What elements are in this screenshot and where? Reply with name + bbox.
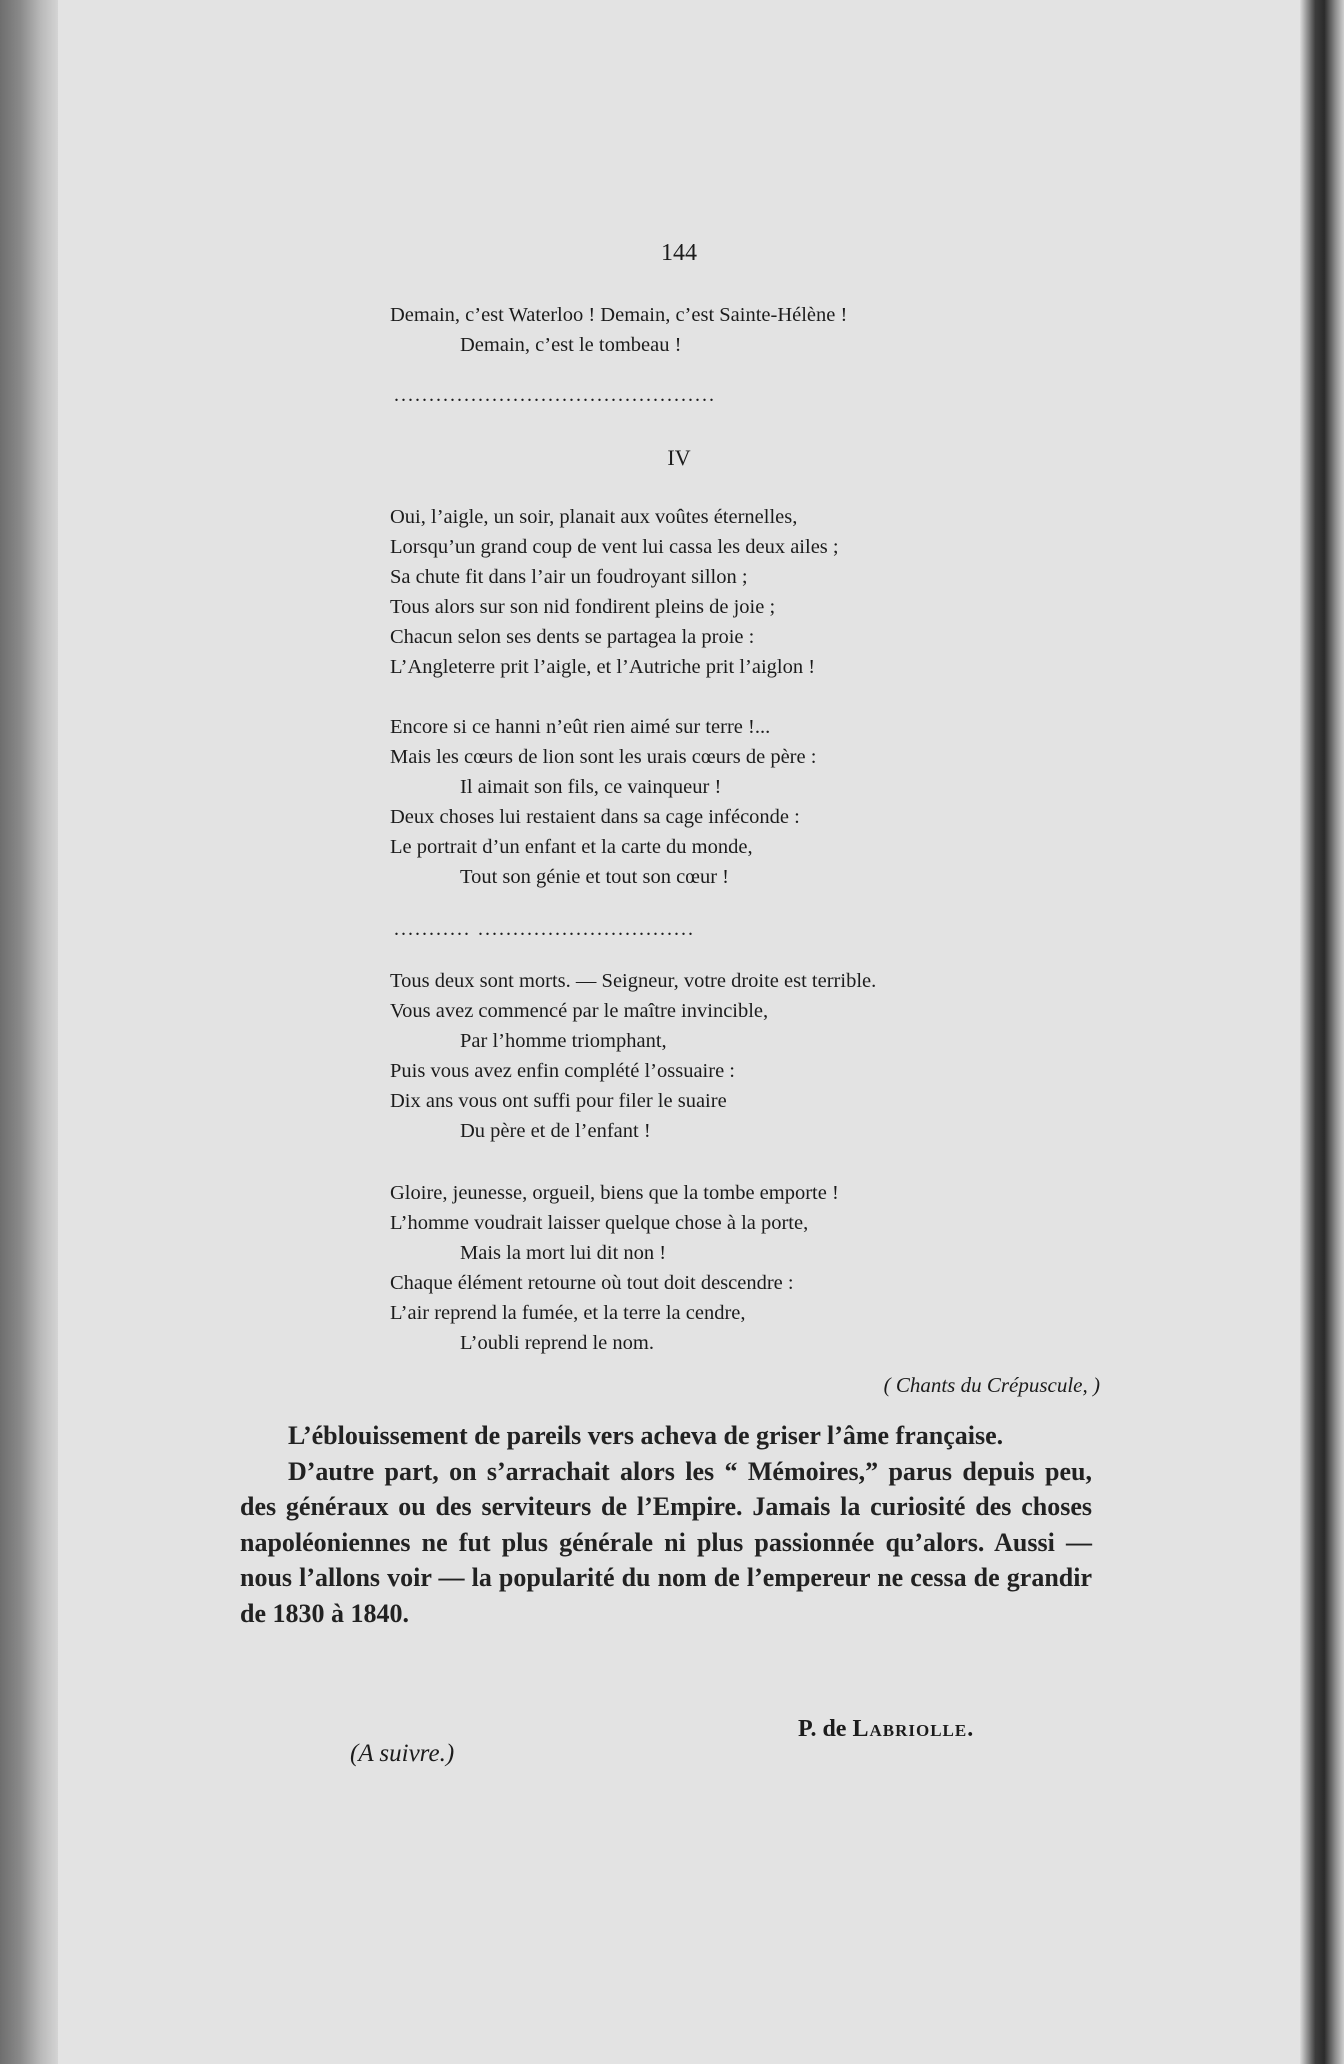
verse-line: Tous deux sont morts. — Seigneur, votre droite est terrible. xyxy=(390,970,877,992)
separator-dots: ........... ............................... xyxy=(394,918,695,940)
stanza-2 xyxy=(390,712,816,892)
section-number: IV xyxy=(667,445,691,470)
verse-line: Par l’homme triomphant, xyxy=(460,1030,667,1052)
verse-line: L’Angleterre prit l’aigle, et l’Autriche prit l’aiglon ! xyxy=(390,656,816,678)
book-page xyxy=(58,0,1300,2064)
verse-line: Vous avez commencé par le maître invincible, xyxy=(390,1000,769,1022)
verse-line: Gloire, jeunesse, orgueil, biens que la tombe emporte ! xyxy=(390,1182,839,1204)
verse-line: Le portrait d’un enfant et la carte du monde, xyxy=(390,836,753,858)
signature-surname: Labriolle. xyxy=(852,1716,975,1742)
verse-line: Dix ans vous ont suffi pour filer le suaire xyxy=(390,1090,727,1112)
verse-line: Puis vous avez enfin complété l’ossuaire : xyxy=(390,1060,735,1082)
verse-line: Tout son génie et tout son cœur ! xyxy=(460,866,730,888)
verse-line: Deux choses lui restaient dans sa cage inféconde : xyxy=(390,806,800,828)
verse-line: L’air reprend la fumée, et la terre la cendre, xyxy=(390,1302,746,1324)
verse-line: Du père et de l’enfant ! xyxy=(460,1120,651,1142)
prose-text xyxy=(240,1418,1092,1631)
page-number: 144 xyxy=(661,240,697,266)
verse-line: L’oubli reprend le nom. xyxy=(460,1332,654,1354)
scan-edge-left xyxy=(0,0,58,2064)
verse-line: Lorsqu’un grand coup de vent lui cassa les deux ailes ; xyxy=(390,536,839,558)
verse-line: Tous alors sur son nid fondirent pleins de joie ; xyxy=(390,596,776,618)
stanza-3 xyxy=(390,966,876,1146)
verse-line: Demain, c’est le tombeau ! xyxy=(460,334,682,356)
verse-line: L’homme voudrait laisser quelque chose à la porte, xyxy=(390,1212,809,1234)
verse-line: Mais les cœurs de lion sont les urais cœurs de père : xyxy=(390,746,817,768)
verse-line: Mais la mort lui dit non ! xyxy=(460,1242,667,1264)
to-be-continued: (A suivre.) xyxy=(350,1740,455,1767)
verse-line: Chacun selon ses dents se partagea la proie : xyxy=(390,626,755,648)
source-citation: ( Chants du Crépuscule, ) xyxy=(883,1373,1100,1397)
opening-lines xyxy=(390,300,847,360)
verse-line: Demain, c’est Waterloo ! Demain, c’est Sainte-Hélène ! xyxy=(390,304,848,326)
verse-line: Encore si ce hanni n’eût rien aimé sur terre !... xyxy=(390,716,771,738)
signature-prefix: P. de xyxy=(798,1716,847,1742)
scan-edge-right xyxy=(1300,0,1344,2064)
author-signature xyxy=(798,1716,974,1743)
separator-dots: .............................................. xyxy=(394,384,716,406)
paragraph: L’éblouissement de pareils vers acheva de griser l’âme française. xyxy=(288,1421,1004,1450)
stanza-1 xyxy=(390,502,839,682)
verse-line: Sa chute fit dans l’air un foudroyant sillon ; xyxy=(390,566,748,588)
verse-line: Il aimait son fils, ce vainqueur ! xyxy=(460,776,722,798)
paragraph: D’autre part, on s’arrachait alors les “ Mémoires,” parus depuis peu, des généraux ou des serviteurs de l’Empire. Jamais la curiosité des choses napoléoniennes ne fut plus générale ni plus passionnée qu’alors. Aussi — nous l’allons voir — la popularité du nom de l’empereur ne cessa de grandir de 1830 à 1840. xyxy=(240,1456,1092,1628)
verse-line: Oui, l’aigle, un soir, planait aux voûtes éternelles, xyxy=(390,506,798,528)
verse-line: Chaque élément retourne où tout doit descendre : xyxy=(390,1272,794,1294)
stanza-4 xyxy=(390,1178,839,1358)
